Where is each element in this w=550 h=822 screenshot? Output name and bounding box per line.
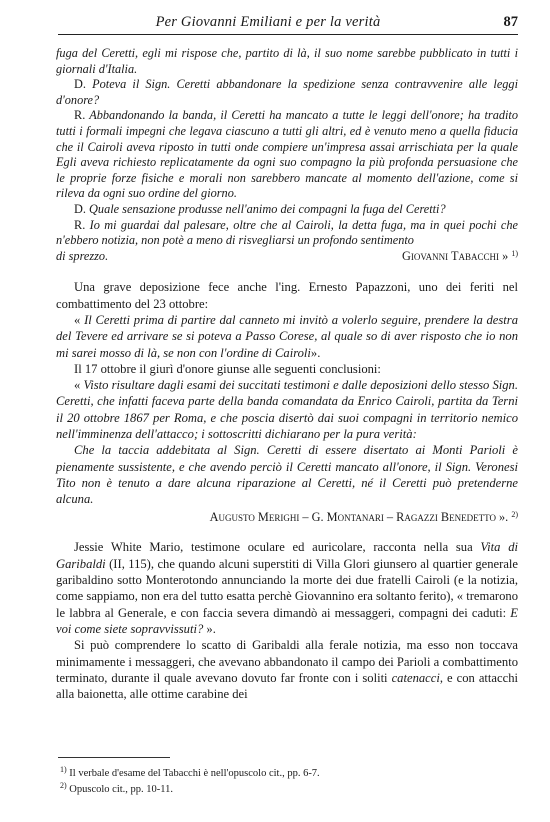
quote-text: Il Ceretti prima di partire dal canneto mi invitò a volerlo seguire, prendere la destra del Tevere ed arrivare se si poteva a Passo Corese, al quale so di aver risposto che io non mi sarei mosso di là, se non con l'ordine di Cairoli — [56, 312, 518, 360]
footnote-mark: 2) — [60, 781, 67, 790]
final-text: , e con attacchi alla baionetta, alle ottime carabine dei — [56, 670, 518, 702]
quote-open: « — [74, 312, 85, 327]
footnote-2 — [60, 782, 520, 798]
footnote-rule — [58, 757, 170, 758]
footnotes — [60, 766, 520, 798]
giuri-conclusion-2 — [56, 442, 518, 507]
papazzoni-intro: Una grave deposizione fece anche l'ing. Ernesto Papazzoni, uno dei feriti nel combattimento del 23 ottobre: — [56, 280, 518, 311]
question-2 — [56, 77, 518, 108]
question-prefix: D. — [74, 201, 86, 216]
question-text: Quale sensazione produsse nell'animo dei compagni la fuga del Ceretti? — [89, 201, 446, 216]
final-text: Si può comprendere lo scatto di Garibaldi alla ferale notizia, ma esso non toccava minimamente i messaggeri, che avevano abbandonato il campo dei Parioli a combattimento terminato, durante il quale avevano dovuto far fronte con i soliti — [56, 638, 518, 685]
running-header — [58, 14, 518, 35]
answer-3 — [56, 218, 518, 249]
mario-text: ». — [203, 621, 216, 636]
mario-paragraph — [56, 539, 518, 637]
section-gap — [56, 264, 518, 279]
garibaldi-question: E voi come siete sopravvissuti? — [56, 605, 518, 636]
giuri-signatures — [56, 509, 518, 526]
answer-2 — [56, 108, 518, 202]
page-number: 87 — [503, 14, 518, 30]
answer-3-closing — [56, 249, 518, 265]
quote-close: ». — [310, 345, 321, 360]
final-paragraph — [56, 637, 518, 702]
answer-last-line: di sprezzo. — [56, 248, 109, 263]
question-text: Poteva il Sign. Ceretti abbandonare la spedizione senza contravvenire alle leggi d'onore? — [56, 77, 518, 107]
emphasized-word: catenacci — [391, 670, 440, 685]
interview-line — [56, 46, 518, 77]
quote-text: Che la taccia addebitata al Sign. Ceretti di essere disertato ai Monti Parioli è pienamente sussistente, e che avendo perciò il Ceretti mancato all'onore, il Sign. Veronesi Tito non è tenuto a dare alcuna riparazione al Ceretti, né il Ceretti può pretenderne alcuna. — [56, 443, 518, 507]
interview-text: fuga del Ceretti, egli mi rispose che, partito di là, il suo nome sarebbe pubblicato in tutti i giornali d'Italia. — [56, 46, 518, 76]
giuri-conclusion-1 — [56, 377, 518, 442]
papazzoni-quote — [56, 312, 518, 361]
running-title: Per Giovanni Emiliani e per la verità — [155, 14, 381, 30]
mario-text: (II, 115), che quando alcuni superstiti di Villa Glori giunsero al quartier generale garibaldino sotto Monterotondo annunciando la morte dei due fratelli Cairoli (e la notizia, come sappiamo, non era del tutto esatta perchè Giovannino era soltanto ferito), « tremarono le labbra al Generale, e con faccia severa dimandò ai messaggeri, compagni dei caduti: — [56, 556, 518, 620]
answer-text: Abbandonando la banda, il Ceretti ha mancato a tutte le leggi dell'onore; ha tradito tutti i formali impegni che legava ciascuno a tutti gli altri, ed è venuto meno a quella fiducia che il Cairoli aveva riposto in tutti onde compiere un'impresa assai arrischiata per la quale Egli aveva richiesto replicatamente da ogni suo compagno la più profonda persuasione che le proprie forze fisiche e morali non sarebbero mancate al momento dell'azione, come si rileva da ogni suo ordine del giorno. — [56, 108, 518, 201]
page-body — [56, 46, 518, 702]
answer-prefix: R. — [74, 108, 86, 123]
footnote-mark: 1) — [60, 765, 67, 774]
footnote-ref: 1) — [511, 248, 518, 258]
question-3 — [56, 202, 518, 218]
question-prefix: D. — [74, 77, 86, 92]
giuri-intro: Il 17 ottobre il giurì d'onore giunse alle seguenti conclusioni: — [74, 361, 381, 376]
footnote-text: Opuscolo cit., pp. 10-11. — [69, 784, 174, 795]
answer-prefix: R. — [74, 217, 86, 232]
quote-open: « — [74, 378, 84, 393]
signature-text: Giovanni Tabacchi » — [401, 248, 509, 263]
mario-text: Jessie White Mario, testimone oculare ed auricolare, racconta nella sua — [74, 540, 481, 555]
signature-tabacchi — [402, 249, 518, 265]
footnote-text: Il verbale d'esame del Tabacchi è nell'opuscolo cit., pp. 6-7. — [69, 768, 320, 779]
signatures-text: Augusto Merighi – G. Montanari – Ragazzi Benedetto ». — [209, 510, 509, 525]
book-title: Vita di Garibaldi — [56, 540, 518, 571]
section-gap — [56, 526, 518, 539]
footnote-1 — [60, 766, 520, 782]
footnote-ref: 2) — [511, 510, 518, 520]
answer-text: Io mi guardai dal palesare, oltre che al Cairoli, la detta fuga, ma in quei pochi che n'ebbero notizia, non potè a meno di risvegliarsi un profondo sentimento — [56, 217, 519, 248]
quote-text: Visto risultare dagli esami dei succitati testimoni e dalle deposizioni dello stesso Sign. Ceretti, che infatti faceva parte della banda comandata da Enrico Cairoli, partita da Terni il 20 ottobre 1867 per Roma, e che poscia disertò dai suoi compagni in territorio nemico nell'imminenza dell'attacco; i sottoscritti dichiarano per la pura verità: — [56, 378, 518, 441]
